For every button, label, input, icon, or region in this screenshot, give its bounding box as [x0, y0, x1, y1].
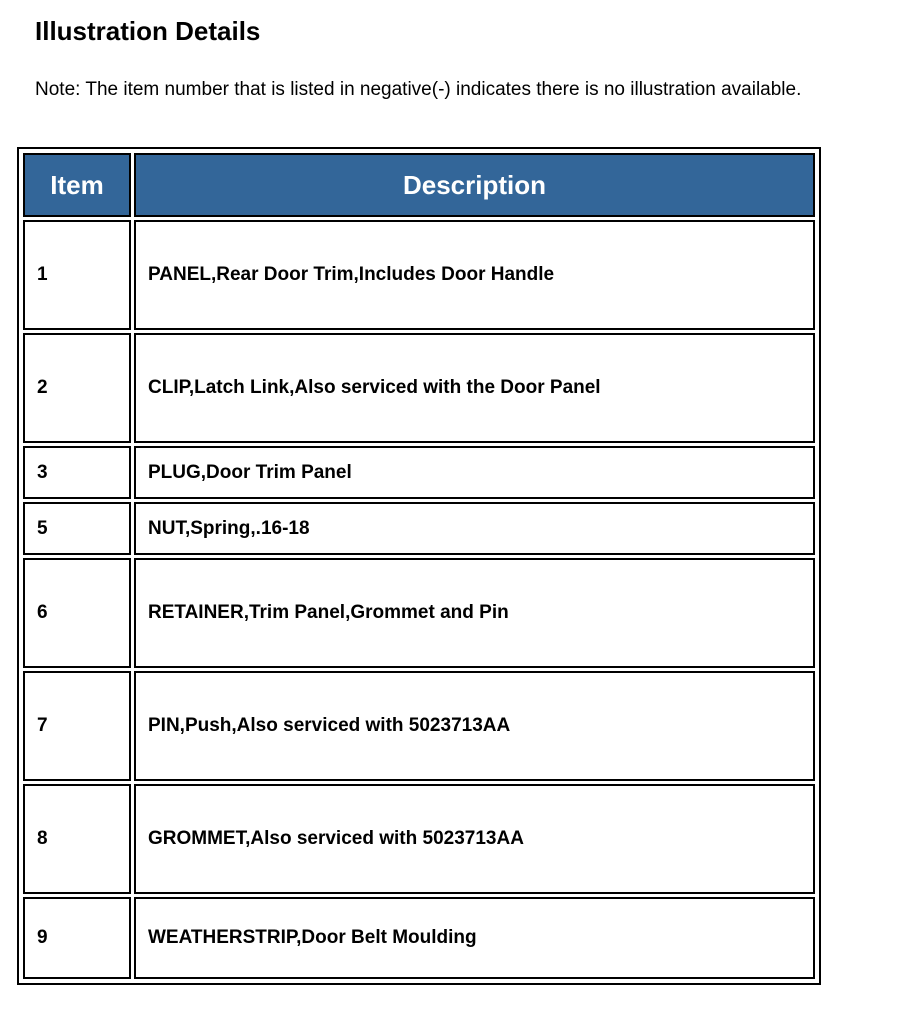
item-number-cell: 6 — [23, 558, 131, 668]
item-number-cell: 2 — [23, 333, 131, 443]
table-row — [23, 897, 815, 979]
table-row — [23, 784, 815, 894]
item-number-cell: 9 — [23, 897, 131, 979]
column-header-description: Description — [134, 153, 815, 217]
column-header-item: Item — [23, 153, 131, 217]
description-cell: WEATHERSTRIP,Door Belt Moulding — [134, 897, 815, 979]
table-row — [23, 502, 815, 555]
description-cell: RETAINER,Trim Panel,Grommet and Pin — [134, 558, 815, 668]
description-cell: NUT,Spring,.16-18 — [134, 502, 815, 555]
table-row — [23, 558, 815, 668]
page-title: Illustration Details — [35, 16, 261, 46]
description-cell: PANEL,Rear Door Trim,Includes Door Handle — [134, 220, 815, 330]
description-cell: PIN,Push,Also serviced with 5023713AA — [134, 671, 815, 781]
description-cell: GROMMET,Also serviced with 5023713AA — [134, 784, 815, 894]
item-number-cell: 1 — [23, 220, 131, 330]
illustration-table-frame — [17, 147, 821, 985]
note-text: Note: The item number that is listed in negative(-) indicates there is no illustration available. — [35, 79, 802, 100]
item-number-cell: 5 — [23, 502, 131, 555]
table-row — [23, 333, 815, 443]
description-cell: CLIP,Latch Link,Also serviced with the Door Panel — [134, 333, 815, 443]
item-number-cell: 7 — [23, 671, 131, 781]
table-row — [23, 446, 815, 499]
item-number-cell: 8 — [23, 784, 131, 894]
table-row — [23, 220, 815, 330]
table-header-row — [23, 153, 815, 217]
illustration-details-table — [20, 150, 818, 982]
item-number-cell: 3 — [23, 446, 131, 499]
table-row — [23, 671, 815, 781]
description-cell: PLUG,Door Trim Panel — [134, 446, 815, 499]
